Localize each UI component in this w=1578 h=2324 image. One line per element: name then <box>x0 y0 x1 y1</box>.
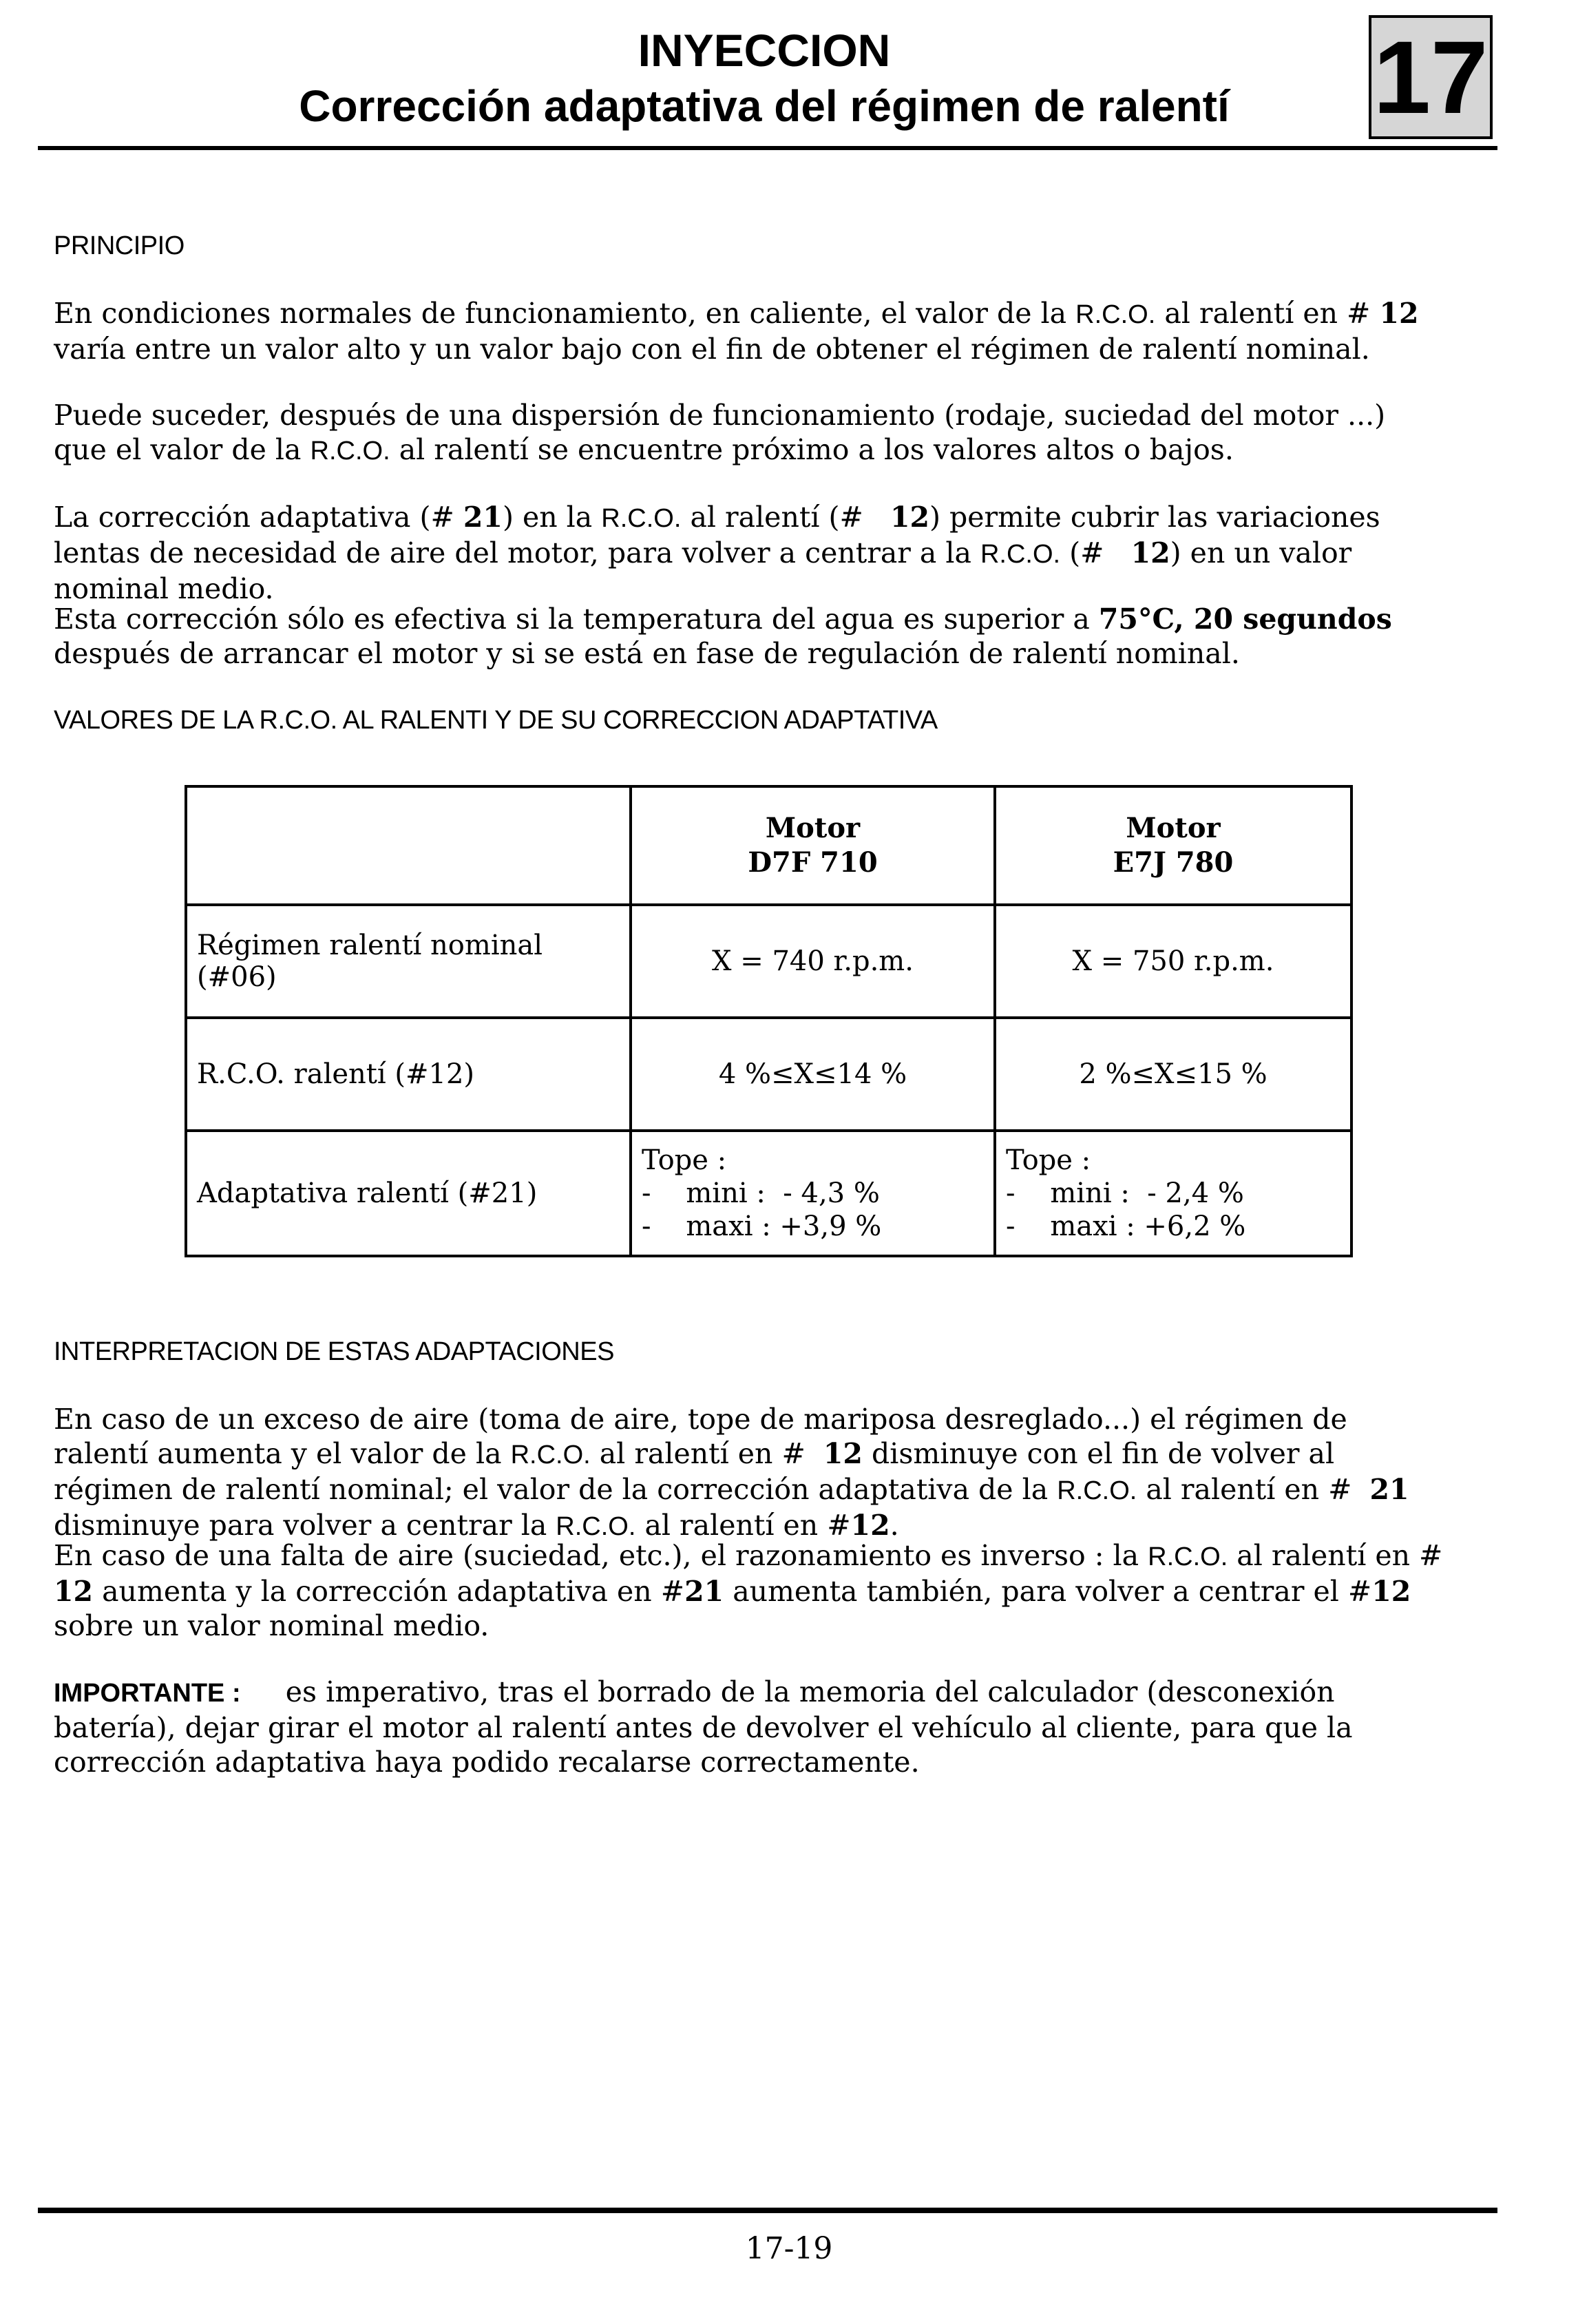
cell-e7j <box>995 1131 1351 1256</box>
paragraph-interpretacion-2: En caso de una falta de aire (suciedad, etc.), el razonamiento es inverso : la R.C.O. al ralentí en # 12 aumenta y la corrección adaptativa en #21 aumenta también, para volver a centrar el #12 sobre un valor nominal medio. <box>54 1539 1461 1642</box>
table-header-d7f: Motor D7F 710 <box>631 786 995 905</box>
importante-label: IMPORTANTE : <box>54 1679 241 1708</box>
cell-d7f <box>631 1131 995 1256</box>
table-header-empty <box>186 786 631 905</box>
tope-mini: - mini : - 4,3 % <box>642 1177 880 1209</box>
row-label: Régimen ralentí nominal (#06) <box>186 905 631 1018</box>
cell-e7j: 2 %≤X≤15 % <box>995 1018 1351 1131</box>
header-rule <box>38 146 1497 150</box>
tope-maxi: - maxi : +3,9 % <box>642 1211 882 1242</box>
page-number: 17-19 <box>745 2231 833 2266</box>
paragraph-principio-1: En condiciones normales de funcionamiento, en caliente, el valor de la R.C.O. al ralentí en # 12 varía entre un valor alto y un valor bajo con el fin de obtener el régimen de ralentí nominal. <box>54 297 1446 366</box>
table-header-e7j: Motor E7J 780 <box>995 786 1351 905</box>
cell-d7f: X = 740 r.p.m. <box>631 905 995 1018</box>
row-label: Adaptativa ralentí (#21) <box>186 1131 631 1256</box>
section-heading-principio: PRINCIPIO <box>54 231 185 260</box>
table-row <box>186 1018 1351 1131</box>
values-table <box>185 785 1353 1257</box>
tope-mini: - mini : - 2,4 % <box>1006 1177 1244 1209</box>
section-heading-valores: VALORES DE LA R.C.O. AL RALENTI Y DE SU CORRECCION ADAPTATIVA <box>54 706 938 735</box>
paragraph-importante: IMPORTANTE : es imperativo, tras el borrado de la memoria del calculador (desconexión batería), dejar girar el motor al ralentí antes de devolver el vehículo al cliente, para que la corrección adaptativa haya podido recalarse correctamente. <box>54 1675 1362 1779</box>
table-row <box>186 1131 1351 1256</box>
cell-d7f: 4 %≤X≤14 % <box>631 1018 995 1131</box>
tope-maxi: - maxi : +6,2 % <box>1006 1211 1246 1242</box>
table-row <box>186 905 1351 1018</box>
document-subtitle: Corrección adaptativa del régimen de ralentí <box>299 81 1230 131</box>
tope-label: Tope : <box>1006 1144 1091 1176</box>
paragraph-principio-2: Puede suceder, después de una dispersión de funcionamiento (rodaje, suciedad del motor ...) que el valor de la R.C.O. al ralentí se encuentre próximo a los valores altos o bajos. <box>54 399 1386 466</box>
document-title: INYECCION <box>638 25 891 76</box>
paragraph-interpretacion-1: En caso de un exceso de aire (toma de aire, tope de mariposa desreglado...) el régimen de ralentí aumenta y el valor de la R.C.O. al ralentí en # 12 disminuye con el fin de volver al régimen de ralentí nominal; el valor de la corrección adaptativa de la R.C.O. al ralentí en # 21 disminuye para volver a centrar la R.C.O. al ralentí en #12. <box>54 1403 1409 1542</box>
cell-e7j: X = 750 r.p.m. <box>995 905 1351 1018</box>
tope-label: Tope : <box>642 1144 727 1176</box>
section-heading-interpretacion: INTERPRETACION DE ESTAS ADAPTACIONES <box>54 1337 614 1366</box>
paragraph-principio-4: Esta corrección sólo es efectiva si la temperatura del agua es superior a 75°C, 20 segundos después de arrancar el motor y si se está en fase de regulación de ralentí nominal. <box>54 603 1392 670</box>
paragraph-principio-3: La corrección adaptativa (# 21) en la R.C.O. al ralentí (# 12) permite cubrir las variaciones lentas de necesidad de aire del motor, para volver a centrar a la R.C.O. (# 12) en un valor nominal medio. <box>54 501 1380 605</box>
footer-rule <box>38 2208 1497 2213</box>
chapter-number-box: 17 <box>1369 15 1493 139</box>
row-label: R.C.O. ralentí (#12) <box>186 1018 631 1131</box>
table-header-row <box>186 786 1351 905</box>
